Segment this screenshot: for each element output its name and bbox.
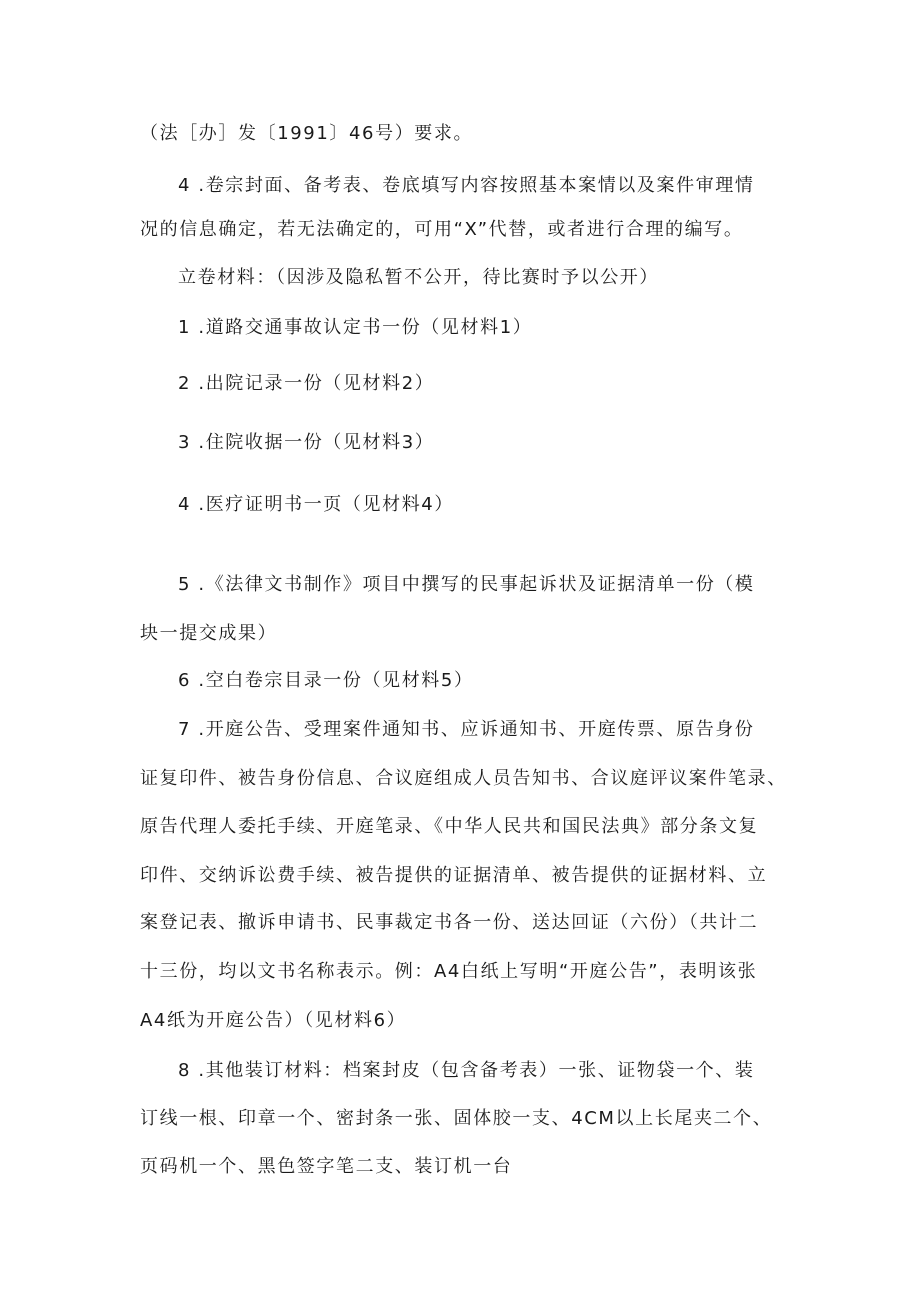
text-line-13: 证复印件、被告身份信息、合议庭组成人员告知书、合议庭评议案件笔录、: [140, 768, 787, 789]
text-line-2: 4 .卷宗封面、备考表、卷底填写内容按照基本案情以及案件审理情: [178, 175, 755, 196]
text-line-16: 案登记表、撤诉申请书、民事裁定书各一份、送达回证（六份）（共计二: [140, 912, 759, 933]
text-line-6: 2 .出院记录一份（见材料2）: [178, 373, 435, 394]
text-line-21: 页码机一个、黑色签字笔二支、装订机一台: [140, 1156, 513, 1177]
text-line-14: 原告代理人委托手续、开庭笔录、《中华人民共和国民法典》部分条文复: [140, 816, 759, 837]
text-line-1: （法［办］发〔1991〕46号）要求。: [140, 123, 474, 144]
text-line-11: 6 .空白卷宗目录一份（见材料5）: [178, 670, 474, 691]
text-line-4: 立卷材料：（因涉及隐私暂不公开，待比赛时予以公开）: [178, 267, 659, 288]
text-line-20: 订线一根、印章一个、密封条一张、固体胶一支、4CM以上长尾夹二个、: [140, 1108, 773, 1129]
text-line-9: 5 .《法律文书制作》项目中撰写的民事起诉状及证据清单一份（模: [178, 574, 755, 595]
text-line-17: 十三份，均以文书名称表示。例：A4白纸上写明“开庭公告”，表明该张: [140, 961, 758, 982]
text-line-15: 印件、交纳诉讼费手续、被告提供的证据清单、被告提供的证据材料、立: [140, 865, 768, 886]
text-line-3: 况的信息确定，若无法确定的，可用“X”代替，或者进行合理的编写。: [140, 219, 744, 240]
text-line-5: 1 .道路交通事故认定书一份（见材料1）: [178, 317, 533, 338]
text-line-12: 7 .开庭公告、受理案件通知书、应诉通知书、开庭传票、原告身份: [178, 719, 755, 740]
text-line-19: 8 .其他装订材料：档案封皮（包含备考表）一张、证物袋一个、装: [178, 1060, 755, 1081]
text-line-10: 块一提交成果）: [140, 623, 278, 644]
text-line-8: 4 .医疗证明书一页（见材料4）: [178, 494, 454, 515]
text-line-7: 3 .住院收据一份（见材料3）: [178, 432, 435, 453]
text-line-18: A4纸为开庭公告）（见材料6）: [140, 1010, 407, 1031]
